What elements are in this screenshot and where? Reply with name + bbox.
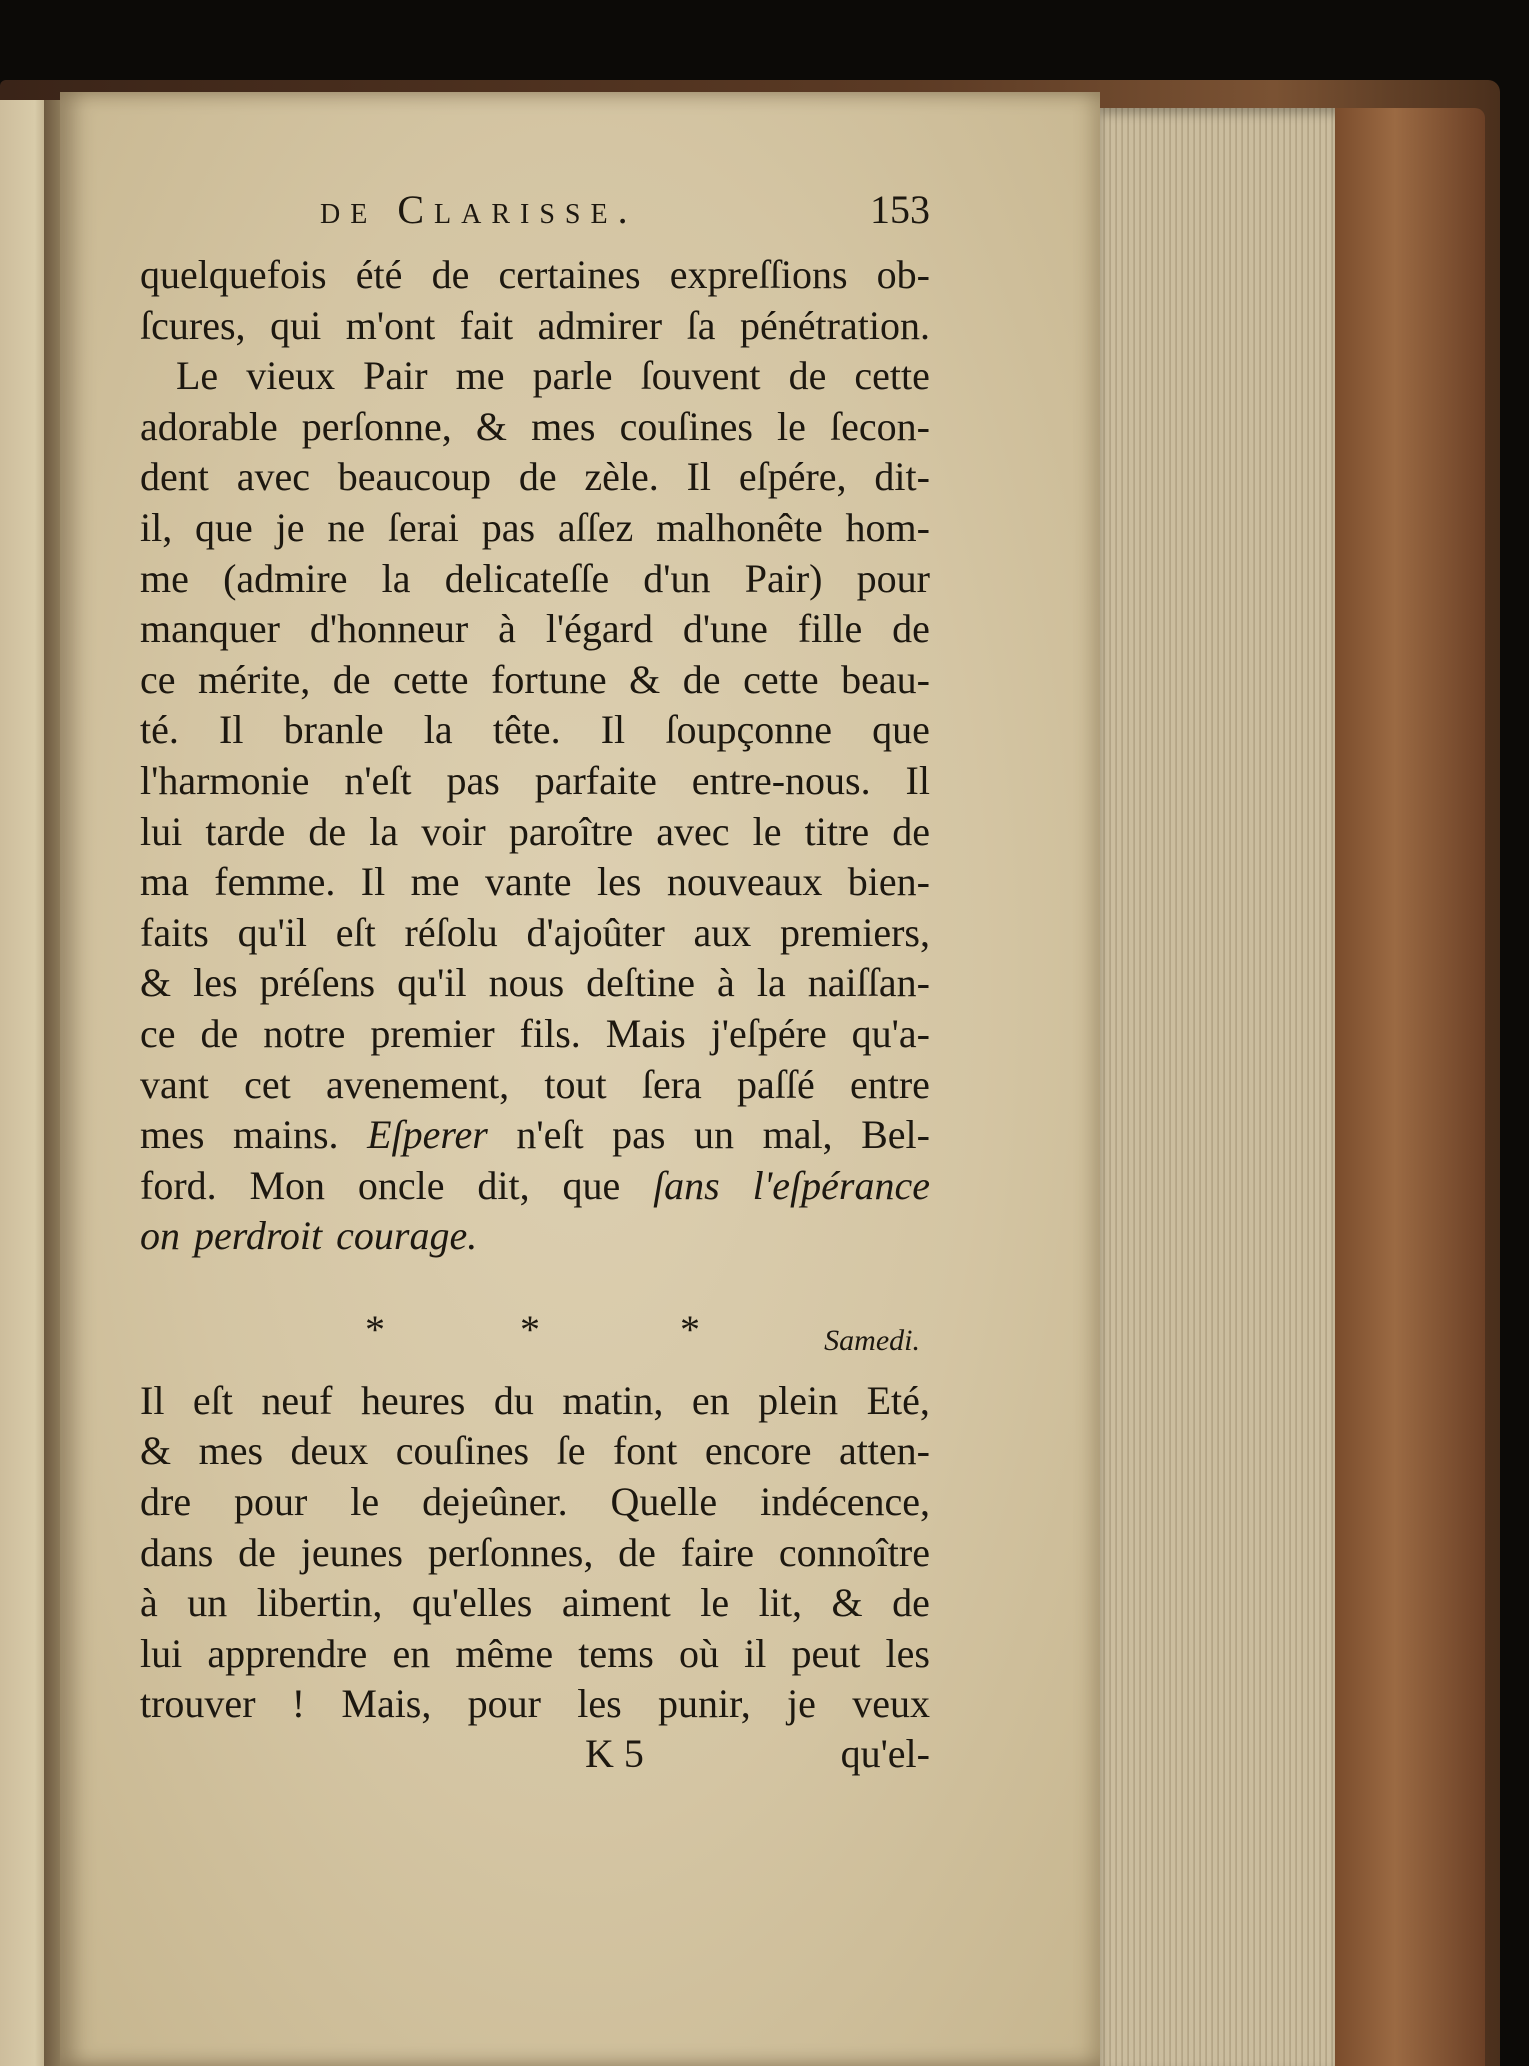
word: ſecon-	[829, 403, 930, 449]
page-number: 153	[870, 187, 930, 232]
word: ſera	[641, 1061, 702, 1107]
word: expreſſions	[669, 252, 848, 297]
word: bien-	[847, 859, 930, 905]
word: on	[140, 1213, 180, 1259]
word: matin,	[562, 1377, 664, 1423]
word: je	[275, 504, 305, 550]
word: perſonne,	[301, 403, 452, 449]
word: avec	[656, 808, 730, 854]
word: &	[831, 1580, 863, 1626]
word: ſoupçonne	[665, 707, 832, 753]
word: de	[682, 656, 721, 702]
word: l'harmonie	[140, 757, 310, 803]
word: ob-	[876, 252, 930, 297]
word: je	[787, 1681, 816, 1727]
text-line	[140, 503, 930, 554]
paragraph-1	[140, 250, 930, 1262]
word: vant	[140, 1061, 209, 1107]
word: eſt	[192, 1377, 233, 1423]
word: où	[678, 1630, 719, 1676]
page-footer	[140, 1730, 930, 1790]
word: les	[885, 1630, 930, 1676]
word: pas	[446, 757, 500, 803]
word: parle	[532, 353, 613, 399]
text-line	[140, 1426, 930, 1477]
word: qu'il	[237, 909, 308, 955]
text-line	[140, 807, 930, 858]
text-line	[140, 705, 930, 756]
word: perſonnes,	[427, 1529, 594, 1575]
word: fille	[797, 606, 863, 652]
word: ſa	[686, 302, 716, 348]
text-line	[140, 1629, 930, 1680]
word: qu'elles	[411, 1580, 533, 1626]
word: dre	[140, 1479, 192, 1525]
word: de	[892, 606, 930, 652]
word: lui	[140, 808, 183, 854]
word: Il	[219, 707, 244, 753]
paragraph-2	[140, 1376, 930, 1730]
word: cette	[393, 656, 469, 702]
word: entre-nous.	[691, 757, 871, 803]
text-line	[140, 1009, 930, 1060]
word: eſt	[335, 909, 376, 955]
word: Mais,	[341, 1681, 432, 1727]
word: indécence,	[760, 1479, 930, 1525]
word: &	[140, 1428, 172, 1474]
word: les	[193, 960, 238, 1006]
word: adorable	[140, 403, 278, 449]
word: ſcures,	[140, 302, 246, 348]
word: de	[518, 454, 557, 500]
word: trouver	[140, 1681, 256, 1727]
text-line	[140, 250, 930, 301]
word: n'eſt	[344, 757, 412, 803]
word: peut	[791, 1630, 861, 1676]
word: un	[187, 1580, 228, 1626]
word: femme.	[214, 859, 336, 905]
word: Il	[686, 454, 712, 500]
word: deux	[290, 1428, 369, 1474]
word: lit,	[758, 1580, 802, 1626]
word: d'un	[643, 555, 711, 601]
word: premiers,	[780, 909, 930, 955]
text-line	[140, 1477, 930, 1528]
word: il	[744, 1630, 767, 1676]
asterisk: *	[680, 1306, 700, 1352]
word: d'une	[682, 606, 768, 652]
word: ce	[140, 656, 176, 702]
word: mal,	[762, 1112, 833, 1158]
word: aſſez	[557, 504, 634, 550]
word: de	[238, 1529, 276, 1575]
word: hom-	[845, 504, 930, 550]
word: tête.	[492, 707, 561, 753]
word: dent	[140, 454, 209, 500]
text-line	[140, 857, 930, 908]
word: lui	[140, 1630, 183, 1676]
word: notre	[263, 1010, 346, 1056]
word: du	[493, 1377, 534, 1423]
leather-board	[1335, 108, 1485, 2066]
word: fils.	[519, 1010, 581, 1056]
word: Mais	[605, 1010, 686, 1056]
word: vieux	[246, 353, 336, 399]
letter-date: Samedi.	[824, 1323, 920, 1357]
text-line	[140, 1161, 930, 1212]
text-line	[140, 402, 930, 453]
word: mes	[531, 403, 596, 449]
text-line	[140, 1578, 930, 1629]
word: mérite,	[198, 656, 311, 702]
word: Eſperer	[367, 1112, 488, 1158]
word: perdroit	[194, 1213, 323, 1259]
word: (admire	[223, 555, 348, 601]
word: couſines	[395, 1428, 530, 1474]
word: ne	[327, 504, 366, 550]
word: Pair)	[744, 555, 823, 601]
word: nous	[488, 960, 565, 1006]
word: &	[629, 656, 661, 702]
word: nouveaux	[666, 859, 823, 905]
word: la	[423, 707, 453, 753]
word: le	[350, 1479, 380, 1525]
word: d'honneur	[309, 606, 469, 652]
page-header	[140, 180, 930, 250]
word: vante	[484, 859, 572, 905]
word: admirer	[537, 302, 663, 348]
word: un	[694, 1112, 735, 1158]
word: j'eſpére	[710, 1010, 827, 1056]
word: me	[410, 859, 460, 905]
word: paſſé	[737, 1061, 815, 1107]
word: été	[355, 252, 403, 297]
word: libertin,	[256, 1580, 383, 1626]
word: d'ajoûter	[526, 909, 665, 955]
word: le	[752, 808, 782, 854]
word: Il	[140, 1377, 165, 1423]
text-line	[140, 604, 930, 655]
word: même	[455, 1630, 554, 1676]
word: de	[332, 656, 371, 702]
word: beaucoup	[337, 454, 492, 500]
word: que	[872, 707, 930, 753]
word: Quelle	[610, 1479, 718, 1525]
word: dit-	[874, 454, 930, 500]
word: ſe	[556, 1428, 586, 1474]
word: ma	[140, 859, 189, 905]
word: Il	[905, 757, 930, 803]
word: il,	[140, 504, 173, 550]
word: neuf	[261, 1377, 333, 1423]
word: quelquefois	[140, 252, 327, 297]
word: ſerai	[387, 504, 459, 550]
word: que	[562, 1162, 621, 1208]
word: le	[700, 1580, 730, 1626]
word: le	[777, 403, 806, 449]
word: pour	[856, 555, 930, 601]
word: beau-	[841, 656, 930, 702]
text-line	[140, 655, 930, 706]
text-line	[140, 554, 930, 605]
word: qui	[270, 302, 322, 348]
word: oncle	[357, 1162, 445, 1208]
text-line	[140, 1679, 930, 1730]
word: zèle.	[584, 454, 659, 500]
word: &	[140, 960, 172, 1006]
running-title: de Clarisse.	[320, 187, 638, 232]
word: fortune	[491, 656, 607, 702]
word: entre	[849, 1061, 930, 1107]
word: l'égard	[545, 606, 653, 652]
word: manquer	[140, 606, 280, 652]
word: paroître	[508, 808, 634, 854]
word: &	[475, 403, 507, 449]
text-line	[140, 1376, 930, 1427]
word: Mon	[249, 1162, 326, 1208]
word: avec	[236, 454, 310, 500]
word: té.	[140, 707, 179, 753]
catchword: qu'el-	[840, 1731, 930, 1777]
word: en	[392, 1630, 431, 1676]
word: !	[291, 1681, 306, 1727]
word: les	[577, 1681, 622, 1727]
word: premier	[370, 1010, 495, 1056]
word: réſolu	[404, 909, 498, 955]
word: la	[369, 808, 399, 854]
word: couſines	[619, 403, 753, 449]
word: branle	[283, 707, 384, 753]
word: cette	[743, 656, 819, 702]
text-line	[140, 1211, 930, 1262]
word: qu'il	[397, 960, 467, 1006]
text-block	[140, 180, 930, 1790]
word: malhonête	[656, 504, 823, 550]
word: en	[691, 1377, 730, 1423]
word: certaines	[498, 252, 641, 297]
text-line	[140, 756, 930, 807]
signature-mark: K 5	[585, 1731, 644, 1777]
word: veux	[852, 1681, 930, 1727]
word: Il	[360, 859, 386, 905]
word: me	[140, 555, 189, 601]
text-line	[140, 1110, 930, 1161]
word: pas	[481, 504, 536, 550]
word: tout	[544, 1061, 607, 1107]
word: aiment	[561, 1580, 671, 1626]
text-line	[140, 908, 930, 959]
word: me	[455, 353, 505, 399]
word: apprendre	[207, 1630, 368, 1676]
word: plein	[758, 1377, 839, 1423]
word: mes	[198, 1428, 264, 1474]
word: la	[381, 555, 411, 601]
word: à	[498, 606, 516, 652]
word: cette	[854, 353, 930, 399]
word: Il	[600, 707, 626, 753]
word: ce	[140, 1010, 176, 1056]
word: que	[195, 504, 253, 550]
word: dans	[140, 1529, 214, 1575]
word: ford.	[140, 1162, 217, 1208]
word: Pair	[363, 353, 428, 399]
word: à	[717, 960, 735, 1006]
word: eſpére,	[738, 454, 847, 500]
word: qu'a-	[851, 1010, 930, 1056]
word: delicateſſe	[444, 555, 610, 601]
word: dit,	[477, 1162, 530, 1208]
word: cet	[244, 1061, 291, 1107]
word: deſtine	[586, 960, 696, 1006]
word: courage.	[336, 1213, 478, 1259]
word: m'ont	[345, 302, 436, 348]
word: encore	[704, 1428, 812, 1474]
word: pas	[612, 1112, 666, 1158]
text-line	[140, 958, 930, 1009]
text-line	[140, 452, 930, 503]
section-separator	[140, 1290, 930, 1376]
word: atten-	[838, 1428, 930, 1474]
text-line	[140, 1528, 930, 1579]
word: Bel-	[861, 1112, 930, 1158]
asterisk: *	[365, 1306, 385, 1352]
word: de	[788, 353, 827, 399]
word: tarde	[205, 808, 286, 854]
word: pour	[234, 1479, 308, 1525]
word: n'eſt	[516, 1112, 584, 1158]
word: aux	[693, 909, 752, 955]
page-fore-edge	[1100, 108, 1340, 2066]
word: naiſſan-	[807, 960, 930, 1006]
word: avenement,	[325, 1061, 510, 1107]
word: l'eſpérance	[752, 1162, 930, 1208]
word: titre	[804, 808, 870, 854]
word: de	[892, 1580, 930, 1626]
word: jeunes	[300, 1529, 403, 1575]
word: voir	[421, 808, 486, 854]
word: à	[140, 1580, 158, 1626]
word: font	[612, 1428, 678, 1474]
word: les	[596, 859, 642, 905]
word: faire	[680, 1529, 755, 1575]
word: Le	[176, 353, 219, 399]
word: mains.	[233, 1112, 339, 1158]
word: pénétration.	[740, 302, 930, 348]
word: faits	[140, 909, 209, 955]
word: mes	[140, 1112, 205, 1158]
word: de	[431, 252, 470, 297]
word: de	[200, 1010, 239, 1056]
word: préſens	[259, 960, 376, 1006]
word: fait	[459, 302, 514, 348]
word: pour	[467, 1681, 541, 1727]
word: ſans	[653, 1162, 720, 1208]
word: heures	[360, 1377, 466, 1423]
word: connoître	[778, 1529, 930, 1575]
text-line	[140, 301, 930, 352]
word: tems	[578, 1630, 654, 1676]
text-line	[140, 351, 930, 402]
word: de	[892, 808, 930, 854]
text-line	[140, 1060, 930, 1111]
word: de	[308, 808, 347, 854]
word: Eté,	[866, 1377, 930, 1423]
word: dejeûner.	[422, 1479, 568, 1525]
word: ſouvent	[640, 353, 761, 399]
word: la	[756, 960, 786, 1006]
asterisk: *	[520, 1306, 540, 1352]
word: parfaite	[534, 757, 657, 803]
word: de	[618, 1529, 656, 1575]
word: punir,	[657, 1681, 751, 1727]
